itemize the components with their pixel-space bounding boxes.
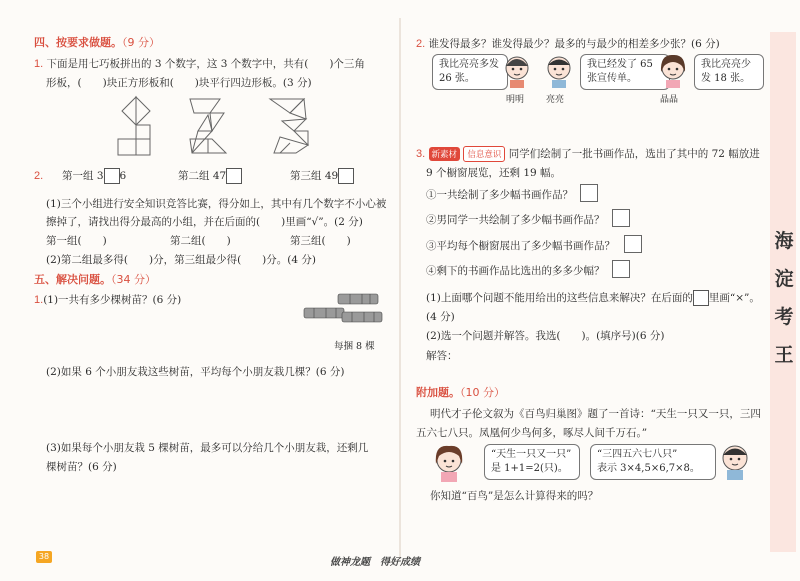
- group-1-digit-a: 3: [96, 170, 104, 182]
- section-5-points: （34 分）: [111, 273, 156, 286]
- section-4-title: 四、按要求做题。: [34, 36, 122, 49]
- tangram-digit-1: [118, 97, 150, 155]
- s5-q3-line2: 棵树苗？(6 分): [46, 461, 117, 473]
- group-2-score: [178, 168, 242, 184]
- name-jingjing: 晶晶: [660, 95, 679, 105]
- bubble-liangliang: 我已经发了 65 张宣传单。: [580, 54, 670, 90]
- side-brand-logo: 海 淀 考 王: [774, 230, 794, 366]
- extra-points: （10 分）: [460, 386, 505, 399]
- name-mingming: 明明: [506, 95, 525, 105]
- section-4-heading: [34, 34, 160, 50]
- extra-heading: [416, 384, 505, 400]
- r-q3-line1: [416, 146, 760, 162]
- q3-p1-text-b: 里画“×”。: [708, 292, 760, 304]
- option-group-2[interactable]: 第二组( ): [170, 235, 231, 247]
- r-q3-text-line1: 同学们绘制了一批书画作品，选出了其中的 72 幅放进: [508, 148, 760, 160]
- q3-item-2: ②男同学一共绘制了多少幅书画作品？: [426, 214, 605, 226]
- footer-slogan: 做神龙题 得好成绩: [330, 557, 420, 568]
- s5-q2-text: (2)如果 6 个小朋友栽这些树苗，平均每个小朋友栽几棵？(6 分): [46, 366, 345, 378]
- tangram-digits-figure: [112, 95, 312, 157]
- q2-p1-line1: (1)三个小组进行安全知识竞答比赛，得分如上，其中有几个数字不小心被: [46, 198, 387, 210]
- section-4-points: （9 分）: [122, 36, 160, 49]
- q1-line1: [34, 56, 365, 71]
- girl-jingjing-icon: [656, 52, 690, 88]
- seedling-bundles-image: [300, 292, 390, 338]
- r-q2: [416, 36, 720, 51]
- r-q3-text-line2: 9 个橱窗展览，还剩 19 幅。: [426, 167, 562, 179]
- q1-text-line1: 下面是用七巧板拼出的 3 个数字，这 3 个数字中，共有( )个三角: [46, 58, 365, 70]
- s5-q1: [34, 292, 181, 307]
- boy-mingming-icon: [500, 52, 534, 88]
- r-q3-number: 3.: [416, 148, 426, 160]
- page-gutter: [399, 18, 401, 558]
- story-line2: 五六七八只。凤凰何少鸟何多，啄尽人间千万石。”: [416, 427, 648, 439]
- group-1-score: [62, 168, 126, 184]
- page-number: 38: [36, 551, 52, 563]
- boy-liangliang-icon: [542, 52, 576, 88]
- section-5-heading: [34, 271, 156, 287]
- q3-p2: (2)选一个问题并解答。我选( )。(填序号)(6 分): [426, 330, 665, 342]
- extra-title: 附加题。: [416, 386, 460, 399]
- q1-number: 1.: [34, 58, 44, 70]
- bubble-right-line2: 表示 3×4,5×6,7×8。: [597, 463, 700, 474]
- group-1-blank-box[interactable]: [104, 168, 120, 184]
- bubble-left-line2: 是 1+1=2(只)。: [491, 463, 568, 474]
- group-3-blank-box[interactable]: [338, 168, 354, 184]
- q3-item-1-checkbox[interactable]: [580, 184, 598, 202]
- boy-thinking-icon: [712, 440, 758, 480]
- q2-number: 2.: [34, 170, 44, 182]
- group-2-blank-box[interactable]: [226, 168, 242, 184]
- final-question: 你知道“百鸟”是怎么计算得来的吗？: [430, 490, 599, 502]
- s5-q1-text: (1)一共有多少棵树苗？(6 分): [43, 294, 182, 306]
- section-5-title: 五、解决问题。: [34, 273, 111, 286]
- group-1-label: 第一组: [62, 170, 94, 182]
- new-material-tag: 新素材: [429, 147, 461, 161]
- info-awareness-tag: 信息意识: [463, 146, 505, 162]
- q2-p1-line2: 擦掉了，请找出得分最高的小组，并在后面的( )里画“√”。(2 分): [46, 216, 363, 228]
- tangram-digit-2: [190, 99, 226, 153]
- group-3-score: [290, 168, 354, 184]
- bubble-left-line1: “天生一只又一只”: [491, 449, 572, 460]
- q3-answer-label: 解答：: [426, 350, 458, 362]
- r-q2-number: 2.: [416, 38, 426, 50]
- q3-p1-text-a: (1)上面哪个问题不能用给出的这些信息来解决？在后面的: [426, 292, 693, 304]
- q3-p1-line2: (4 分): [426, 311, 455, 323]
- q3-item-3: ③平均每个橱窗展出了多少幅书画作品？: [426, 240, 615, 252]
- option-group-3[interactable]: 第三组( ): [290, 235, 351, 247]
- s5-q1-number: 1.: [34, 294, 44, 306]
- group-1-digit-b: 6: [119, 170, 127, 182]
- s5-q3-line1: (3)如果每个小朋友栽 5 棵树苗，最多可以分给几个小朋友栽，还剩几: [46, 442, 369, 454]
- q3-p1-inline-box: [693, 290, 709, 306]
- group-3-digits: 49: [324, 170, 339, 182]
- q3-p1-line1: [426, 290, 760, 306]
- r-q2-text: 谁发得最多？谁发得最少？最多的与最少的相差多少张？(6 分): [428, 38, 720, 50]
- q3-item-4: ④剩下的书画作品比选出的多多少幅？: [426, 265, 605, 277]
- story-line1: 明代才子伦文叙为《百鸟归巢图》题了一首诗：“天生一只又一只，三四: [430, 408, 761, 420]
- bundle-caption: 每捆 8 棵: [334, 341, 375, 352]
- q3-item-4-checkbox[interactable]: [612, 260, 630, 278]
- q3-item-2-checkbox[interactable]: [612, 209, 630, 227]
- q2-p2: (2)第二组最多得( )分，第三组最少得( )分。(4 分): [46, 254, 316, 266]
- q3-item-1: ①一共绘制了多少幅书画作品？: [426, 189, 573, 201]
- option-group-1[interactable]: 第一组( ): [46, 235, 107, 247]
- bubble-right-line1: “三四五六七八只”: [597, 449, 678, 460]
- bubble-explain-left: [484, 444, 580, 480]
- q3-item-3-checkbox[interactable]: [624, 235, 642, 253]
- name-liangliang: 亮亮: [546, 95, 565, 105]
- q1-text-line2: 形板，( )块正方形板和( )块平行四边形板。(3 分): [46, 77, 312, 89]
- bubble-mingming: 我比亮亮多发 26 张。: [432, 54, 508, 90]
- girl-thinking-icon: [424, 442, 474, 482]
- group-2-digits: 47: [212, 170, 227, 182]
- tangram-digit-3: [270, 99, 308, 153]
- group-3-label: 第三组: [290, 170, 322, 182]
- bubble-jingjing: 我比亮亮少发 18 张。: [694, 54, 764, 90]
- group-2-label: 第二组: [178, 170, 210, 182]
- bubble-explain-right: [590, 444, 716, 480]
